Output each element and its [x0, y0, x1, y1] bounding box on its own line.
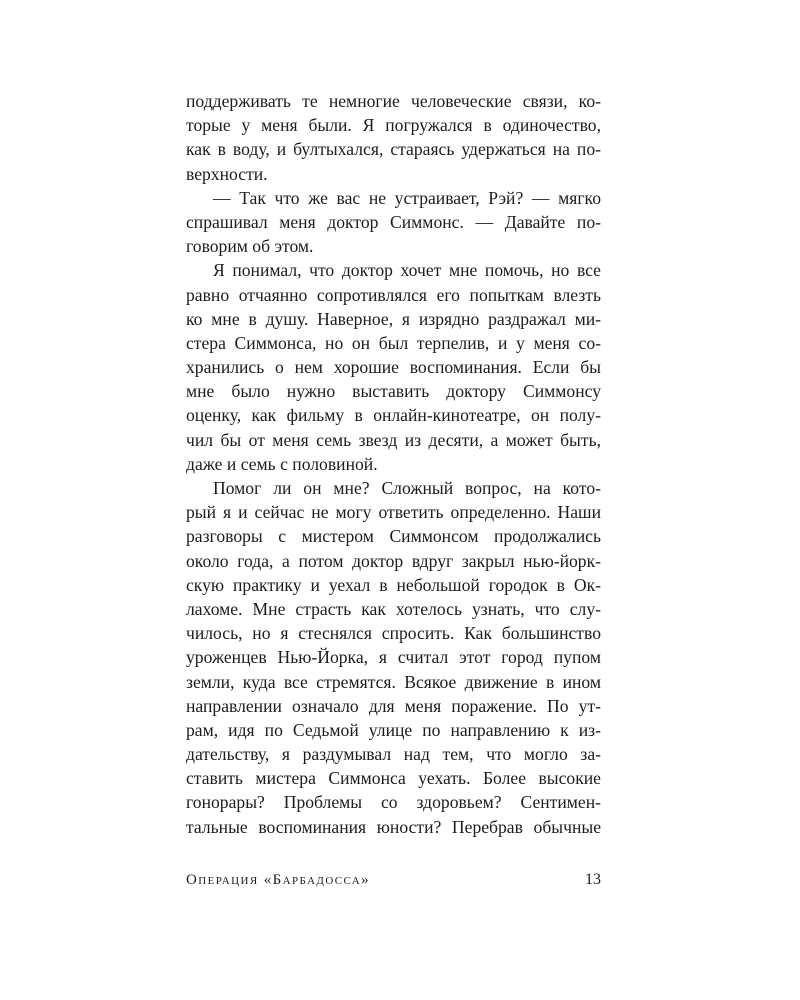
text-line: дательству, я раздумывал над тем, что могло за-	[186, 744, 601, 765]
text-line: — Так что же вас не устраивает, Рэй? — мягко	[213, 187, 601, 208]
text-line: направлении означало для меня поражение. По ут-	[186, 695, 601, 716]
text-line: гонорары? Проблемы со здоровьем? Сентимен-	[186, 792, 601, 813]
text-line: лахоме. Мне страсть как хотелось узнать, что слу-	[186, 598, 601, 619]
text-line: Помог ли он мне? Сложный вопрос, на кото-	[213, 478, 601, 498]
text-line: чил бы от меня семь звезд из десяти, а может быть,	[186, 429, 601, 450]
text-line: даже и семь с половиной.	[186, 453, 378, 474]
text-line: мне было нужно выставить доктору Симмонсу	[186, 381, 601, 402]
text-line: чилось, но я стеснялся спросить. Как большинство	[186, 623, 601, 644]
text-line: рам, идя по Седьмой улице по направлению к из-	[186, 719, 601, 740]
running-title: Операция «Барбадосса»	[186, 872, 370, 888]
text-line: верхности.	[186, 163, 268, 184]
text-line: около года, а потом доктор вдруг закрыл нью-йорк-	[186, 550, 601, 571]
text-line: скую практику и уехал в небольшой городок в Ок-	[186, 574, 601, 595]
text-line: разговоры с мистером Симмонсом продолжались	[186, 526, 601, 547]
text-line: торые у меня были. Я погружался в одиночество,	[186, 115, 601, 136]
page-body-text	[186, 89, 601, 839]
text-line: стера Симмонса, но он был терпелив, и у меня со-	[186, 332, 601, 353]
text-line: говорим об этом.	[186, 236, 314, 257]
text-line: уроженцев Нью-Йорка, я считал этот город пупом	[186, 647, 601, 668]
text-line: поддерживать те немногие человеческие связи, ко-	[186, 91, 601, 111]
text-line: рый я и сейчас не могу ответить определенно. Наши	[186, 502, 601, 523]
text-line: ставить мистера Симмонса уехать. Более высокие	[186, 768, 601, 789]
text-line: хранились о нем хорошие воспоминания. Если бы	[186, 357, 601, 378]
text-line: ко мне в душу. Наверное, я изрядно раздражал ми-	[186, 308, 601, 329]
text-line: земли, куда все стремятся. Всякое движение в ином	[186, 671, 601, 692]
text-line: оценку, как фильму в онлайн-кинотеатре, он полу-	[186, 405, 601, 426]
text-line: спрашивал меня доктор Симмонс. — Давайте по-	[186, 211, 601, 232]
text-line: равно отчаянно сопротивлялся его попыткам влезть	[186, 284, 601, 305]
page-number: 13	[585, 871, 601, 888]
text-line: как в воду, и бултыхался, стараясь удержаться на по-	[186, 139, 601, 160]
text-line: тальные воспоминания юности? Перебрав обычные	[186, 816, 601, 837]
page-footer	[186, 866, 601, 894]
text-line: Я понимал, что доктор хочет мне помочь, но все	[213, 260, 601, 281]
